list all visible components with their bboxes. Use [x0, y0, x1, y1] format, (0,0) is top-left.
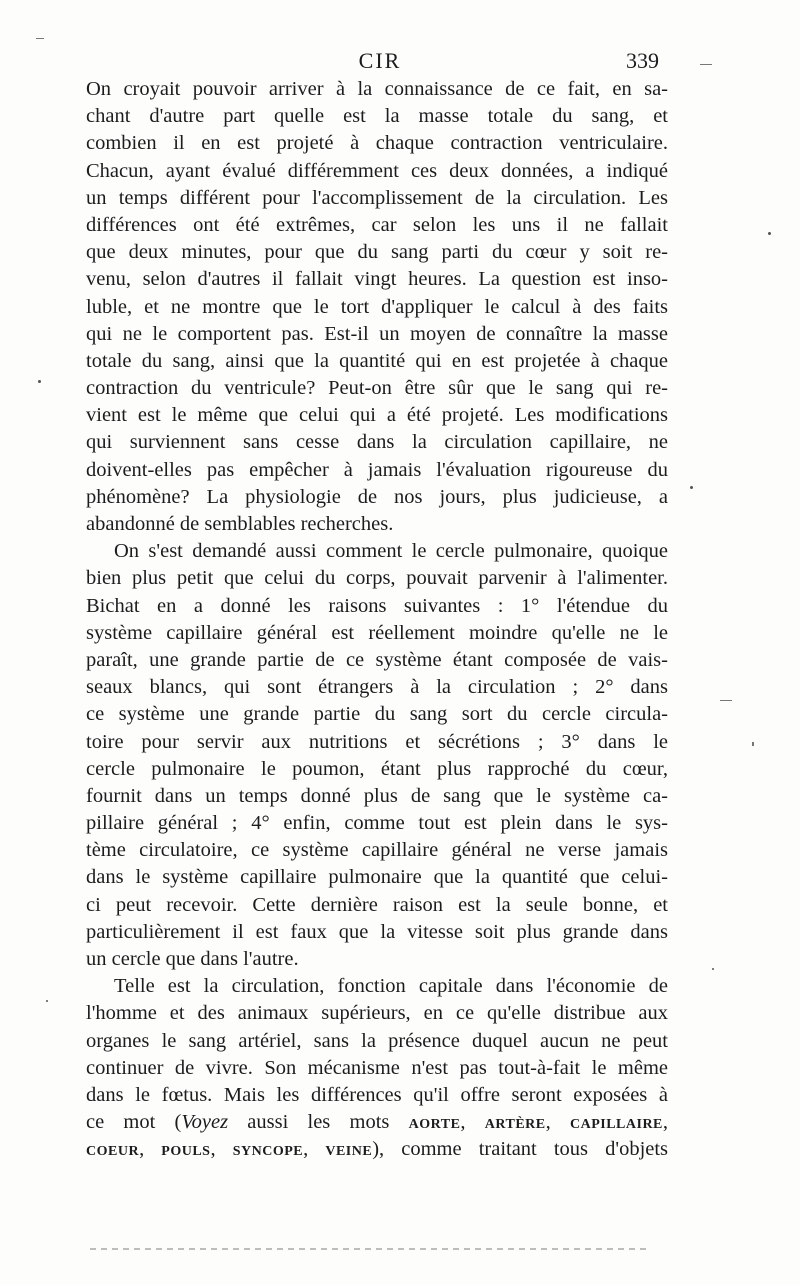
text-line: qui ne le comportent pas. Est-il un moyen de connaître la masse: [86, 322, 668, 345]
cross-reference: AORTE: [408, 1117, 461, 1133]
text-line: organes le sang artériel, sans la présence duquel aucun ne peut: [86, 1029, 668, 1052]
text-line: contraction du ventricule? Peut-on être sûr que le sang qui re-: [86, 377, 668, 400]
text-line: On croyait pouvoir arriver à la connaissance de ce fait, en sa-: [86, 78, 668, 100]
text-line: venu, selon d'autres il fallait vingt heures. La question est inso-: [86, 268, 668, 291]
separator: ,: [662, 1111, 669, 1134]
bottom-bleed-line: [90, 1248, 650, 1250]
print-speck: [690, 486, 693, 489]
text-line: On s'est demandé aussi comment le cercle pulmonaire, quoique: [114, 540, 668, 563]
text-line: l'homme et des animaux supérieurs, en ce qu'elle distribue aux: [86, 1002, 668, 1025]
print-speck: [712, 968, 714, 970]
text-line: pillaire général ; 4° enfin, comme tout est plein dans le sys-: [86, 812, 668, 835]
text-line: chant d'autre part quelle est la masse totale du sang, et: [86, 105, 668, 128]
text-line: particulièrement il est faux que la vitesse soit plus grande dans: [86, 920, 668, 943]
separator: ,: [545, 1111, 570, 1134]
text-fragment: ce mot (: [86, 1111, 182, 1134]
text-line: [86, 1109, 668, 1136]
text-line: bien plus petit que celui du corps, pouvait parvenir à l'alimenter.: [86, 567, 668, 590]
text-line: dans le fœtus. Mais les différences qu'il offre seront exposées à: [86, 1083, 668, 1106]
running-head: [0, 44, 800, 74]
margin-mark: [720, 700, 732, 701]
text-line: cercle pulmonaire le poumon, étant plus rapproché du cœur,: [86, 757, 668, 780]
text-line: fournit dans un temps donné plus de sang que le système ca-: [86, 784, 668, 807]
text-line: qui surviennent sans cesse dans la circulation capillaire, ne: [86, 431, 668, 454]
text-line: abandonné de semblables recherches.: [86, 513, 394, 535]
separator: ,: [210, 1138, 233, 1161]
text-line: combien il en est projeté à chaque contraction ventriculaire.: [86, 132, 668, 155]
text-line: doivent-elles pas empêcher à jamais l'évaluation rigoureuse du: [86, 458, 668, 481]
cross-reference: ARTÈRE: [484, 1117, 546, 1133]
running-head-title: CIR: [358, 48, 402, 73]
text-line: seaux blancs, qui sont étrangers à la circulation ; 2° dans: [86, 676, 668, 699]
text-line: système capillaire général est réellement moindre qu'elle ne le: [86, 621, 668, 644]
margin-mark: [700, 64, 712, 65]
text-line: totale du sang, ainsi que la quantité qui en est projetée à chaque: [86, 349, 668, 372]
text-line: ci peut recevoir. Cette dernière raison est la seule bonne, et: [86, 893, 668, 916]
print-speck: [46, 1000, 48, 1002]
text-line: Chacun, ayant évalué différemment ces deux données, a indiqué: [86, 159, 668, 182]
body-text: [86, 76, 668, 1164]
text-line: [86, 1136, 668, 1163]
text-line: un cercle que dans l'autre.: [86, 948, 299, 970]
text-line: différences ont été extrêmes, car selon les uns il ne fallait: [86, 213, 668, 236]
text-line: dans le système capillaire pulmonaire que la quantité que celui-: [86, 866, 668, 889]
margin-mark: [36, 38, 44, 39]
text-line: continuer de vivre. Son mécanisme n'est pas tout-à-fait le même: [86, 1056, 668, 1079]
text-line: toire pour servir aux nutritions et sécrétions ; 3° dans le: [86, 730, 668, 753]
separator: ,: [303, 1138, 326, 1161]
text-fragment: ), comme traitant tous d'objets: [372, 1138, 669, 1161]
separator: ,: [460, 1111, 485, 1134]
text-line: tème circulatoire, ce système capillaire général ne verse jamais: [86, 839, 668, 862]
page-number: 339: [626, 48, 659, 73]
cross-reference: COEUR: [86, 1144, 140, 1160]
text-line: un temps différent pour l'accomplissement de la circulation. Les: [86, 186, 668, 209]
italic-word: Voyez: [181, 1111, 229, 1134]
cross-reference: CAPILLAIRE: [569, 1117, 663, 1133]
text-line: vient est le même que celui qui a été projeté. Les modifications: [86, 404, 668, 427]
cross-reference: VEINE: [325, 1144, 373, 1160]
margin-mark: [752, 742, 754, 746]
text-line: paraît, une grande partie de ce système étant composée de vais-: [86, 648, 668, 671]
cross-reference: SYNCOPE: [232, 1144, 304, 1160]
text-line: phénomène? La physiologie de nos jours, plus judicieuse, a: [86, 485, 668, 508]
text-line: Bichat en a donné les raisons suivantes : 1° l'étendue du: [86, 594, 668, 617]
print-speck: [38, 380, 41, 383]
text-line: que deux minutes, pour que du sang parti du cœur y soit re-: [86, 241, 668, 264]
text-line: Telle est la circulation, fonction capitale dans l'économie de: [114, 975, 668, 998]
cross-reference: POULS: [161, 1144, 211, 1160]
text-fragment: aussi les mots: [228, 1111, 409, 1134]
separator: ,: [139, 1138, 162, 1161]
text-line: luble, et ne montre que le tort d'appliquer le calcul à des faits: [86, 295, 668, 318]
text-line: ce système une grande partie du sang sort du cercle circula-: [86, 703, 668, 726]
print-speck: [768, 232, 771, 235]
